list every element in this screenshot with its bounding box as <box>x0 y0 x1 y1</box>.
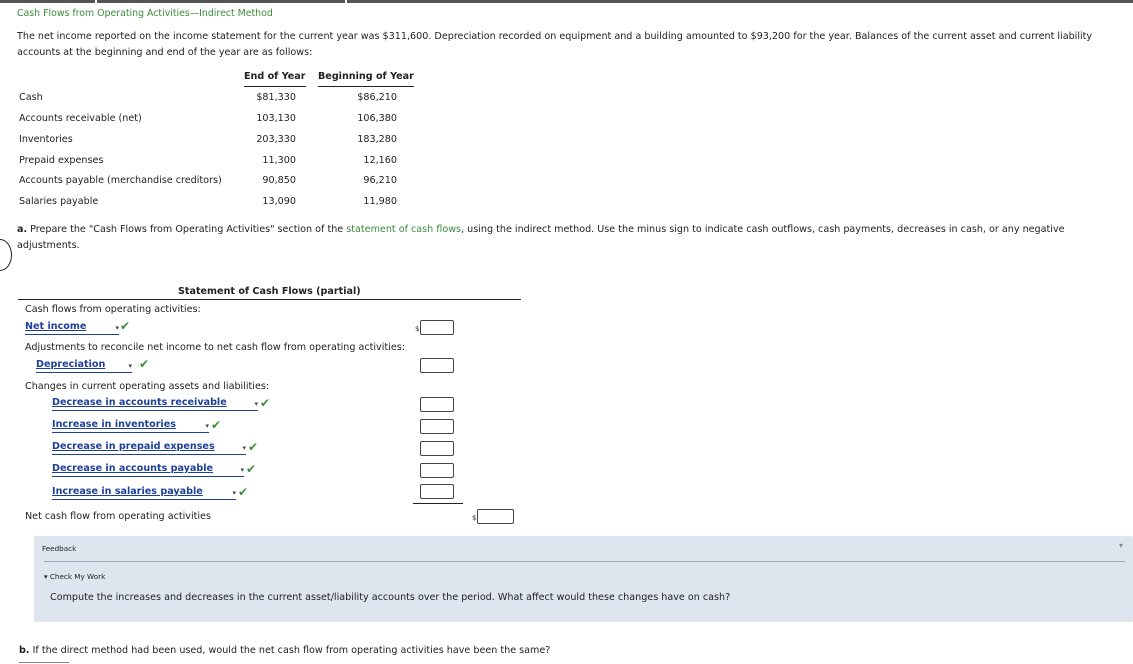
header-underline <box>318 86 414 87</box>
prepaid-expenses-select-label: Decrease in prepaid expenses <box>52 441 215 452</box>
operating-activities-header: Cash flows from operating activities: <box>25 304 201 315</box>
prepaid-expenses-select[interactable] <box>52 441 246 455</box>
row-label: Accounts payable (merchandise creditors) <box>19 175 222 186</box>
accounts-receivable-select-label: Decrease in accounts receivable <box>52 397 227 408</box>
salaries-payable-select-label: Increase in salaries payable <box>52 486 203 497</box>
adjustments-header: Adjustments to reconcile net income to net cash flow from operating activities: <box>25 342 405 353</box>
row-beginning-value: 12,160 <box>363 155 397 166</box>
problem-intro: The net income reported on the income statement for the current year was $311,600. Depreciation recorded on equipment and a building amounted to $93,200 for the year. Balances of the current asset and current liability accounts at the beginning and end of the year are as follows: <box>17 31 1093 58</box>
depreciation-select-label: Depreciation <box>36 359 106 370</box>
net-cash-flow-input[interactable] <box>477 509 514 524</box>
changes-header: Changes in current operating assets and liabilities: <box>25 381 270 392</box>
chevron-down-icon: ▾ <box>254 400 258 408</box>
row-beginning-value: 96,210 <box>363 175 397 186</box>
check-icon: ✔ <box>260 396 271 410</box>
salaries-payable-select[interactable] <box>52 486 236 500</box>
partial-circle-control[interactable] <box>0 239 12 271</box>
statement-of-cash-flows-link[interactable]: statement of cash flows <box>346 224 462 235</box>
check-icon: ✔ <box>211 418 222 432</box>
row-label: Salaries payable <box>19 196 99 207</box>
accounts-payable-select-label: Decrease in accounts payable <box>52 463 214 474</box>
header-underline <box>244 86 306 87</box>
row-label: Prepaid expenses <box>19 155 104 166</box>
row-end-value: 13,090 <box>262 196 296 207</box>
row-label: Cash <box>19 92 43 103</box>
row-beginning-value: $86,210 <box>357 92 397 103</box>
row-end-value: 11,300 <box>262 155 296 166</box>
check-icon: ✔ <box>139 357 150 371</box>
check-icon: ✔ <box>120 319 131 333</box>
chevron-down-icon: ▾ <box>232 489 236 497</box>
chevron-down-icon: ▾ <box>205 422 209 430</box>
feedback-panel <box>34 536 1133 622</box>
statement-title: Statement of Cash Flows (partial) <box>178 286 361 297</box>
dollar-sign: $ <box>472 514 477 522</box>
top-bar-divider <box>95 0 97 3</box>
part-b-prefix: b. <box>19 645 30 656</box>
feedback-hint: Compute the increases and decreases in the current asset/liability accounts over the period. What affect would these changes have on cash? <box>50 592 731 603</box>
part-b-answer-select[interactable] <box>19 662 69 663</box>
row-beginning-value: 106,380 <box>357 113 397 124</box>
row-end-value: 203,330 <box>256 134 296 145</box>
accounts-payable-select[interactable] <box>52 463 244 477</box>
part-a-text-cont: , using the indirect method. Use the minus sign to indicate cash outflows, cash payments, decreases in cash, or any negative adjustments. <box>17 224 1065 251</box>
part-b-question <box>19 645 550 656</box>
accounts-payable-input[interactable] <box>420 463 454 478</box>
subtotal-rule <box>413 503 463 504</box>
part-a-text: Prepare the "Cash Flows from Operating Activities" section of the <box>27 224 347 235</box>
depreciation-select[interactable] <box>36 359 132 373</box>
page-title: Cash Flows from Operating Activities—Indirect Method <box>17 8 273 19</box>
part-a-prefix: a. <box>17 224 28 235</box>
accounts-receivable-input[interactable] <box>420 397 454 412</box>
part-a-instructions <box>17 222 1112 254</box>
row-end-value: 103,130 <box>256 113 296 124</box>
inventories-select[interactable] <box>52 419 209 433</box>
check-icon: ✔ <box>238 485 249 499</box>
chevron-down-icon: ▾ <box>240 466 244 474</box>
depreciation-input[interactable] <box>420 358 454 373</box>
chevron-down-icon: ▾ <box>128 362 132 370</box>
check-my-work-toggle[interactable]: ▾ Check My Work <box>44 572 106 581</box>
net-cash-flow-label: Net cash flow from operating activities <box>25 511 211 522</box>
top-bar-divider <box>345 0 347 3</box>
row-beginning-value: 11,980 <box>363 196 397 207</box>
salaries-payable-input[interactable] <box>420 484 454 499</box>
row-label: Inventories <box>19 134 73 145</box>
prepaid-expenses-input[interactable] <box>420 441 454 456</box>
net-income-input[interactable] <box>420 320 454 335</box>
check-icon: ✔ <box>246 462 257 476</box>
accounts-receivable-select[interactable] <box>52 397 258 411</box>
end-of-year-header: End of Year <box>244 71 306 82</box>
collapse-icon[interactable]: ▾ <box>1118 541 1123 550</box>
dollar-sign: $ <box>415 325 420 333</box>
check-icon: ✔ <box>248 440 259 454</box>
inventories-input[interactable] <box>420 419 454 434</box>
beginning-of-year-header: Beginning of Year <box>318 71 414 82</box>
net-income-select-label: Net income <box>25 321 87 332</box>
part-b-text: If the direct method had been used, would the net cash flow from operating activities have been the same? <box>29 645 551 656</box>
chevron-down-icon: ▾ <box>115 324 119 332</box>
row-end-value: 90,850 <box>262 175 296 186</box>
top-bar <box>0 0 1133 3</box>
net-income-select[interactable] <box>25 321 119 335</box>
feedback-label: Feedback <box>42 544 77 553</box>
row-end-value: $81,330 <box>256 92 296 103</box>
row-beginning-value: 183,280 <box>357 134 397 145</box>
statement-title-rule <box>18 299 521 300</box>
feedback-divider <box>44 561 1125 562</box>
row-label: Accounts receivable (net) <box>19 113 142 124</box>
chevron-down-icon: ▾ <box>242 444 246 452</box>
inventories-select-label: Increase in inventories <box>52 419 176 430</box>
